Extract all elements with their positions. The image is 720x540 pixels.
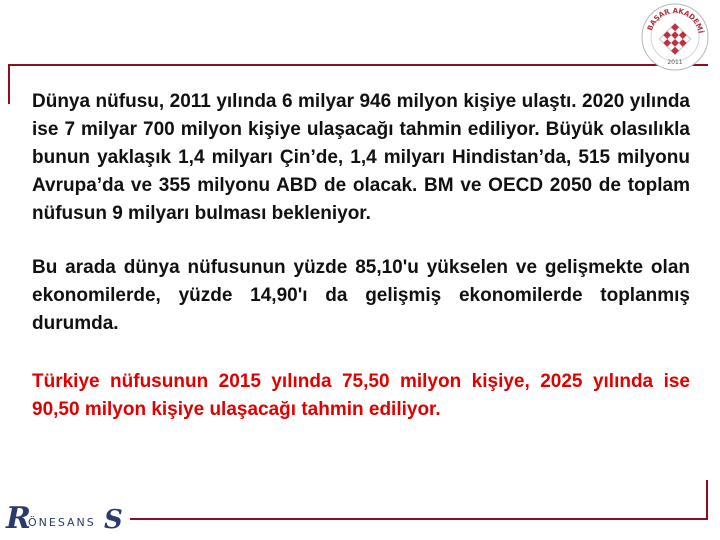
- frame-right-rule: [706, 480, 708, 520]
- svg-text:ÖNESANS: ÖNESANS: [28, 516, 96, 529]
- ronesans-logo: [4, 498, 128, 538]
- svg-text:R: R: [6, 501, 31, 536]
- paragraph-economies-share: Bu arada dünya nüfusunun yüzde 85,10'u yükselen ve gelişmekte olan ekonomilerde, yüzde 14,90'ı da gelişmiş ekonomilerde toplanmış durumda.: [32, 257, 690, 334]
- slide-body: [32, 88, 690, 424]
- paragraph-turkey-population: Türkiye nüfusunun 2015 yılında 75,50 milyon kişiye, 2025 yılında ise 90,50 milyon kişiye ulaşacağı tahmin ediliyor.: [32, 371, 690, 420]
- paragraph-world-population: Dünya nüfusu, 2011 yılında 6 milyar 946 milyon kişiye ulaştı. 2020 yılında ise 7 milyar 700 milyon kişiye ulaşacağı tahmin ediliyor. Büyük olasılıkla bunun yaklaşık 1,4 milyarı Çin’de, 1,4 milyarı Hindistan’da, 515 milyonu Avrupa’da ve 355 milyonu ABD de olacak. BM ve OECD 2050 de toplam nüfusun 9 milyarı bulması bekleniyor.: [32, 91, 690, 224]
- frame-top-rule: [8, 64, 708, 66]
- svg-text:2011: 2011: [667, 59, 683, 66]
- frame-bottom-rule: [130, 518, 708, 520]
- academy-seal-logo: [640, 2, 710, 72]
- svg-text:S: S: [104, 505, 123, 535]
- frame-left-rule: [8, 64, 10, 104]
- svg-text:BAŞAR AKADEMİ: BAŞAR AKADEMİ: [646, 6, 705, 35]
